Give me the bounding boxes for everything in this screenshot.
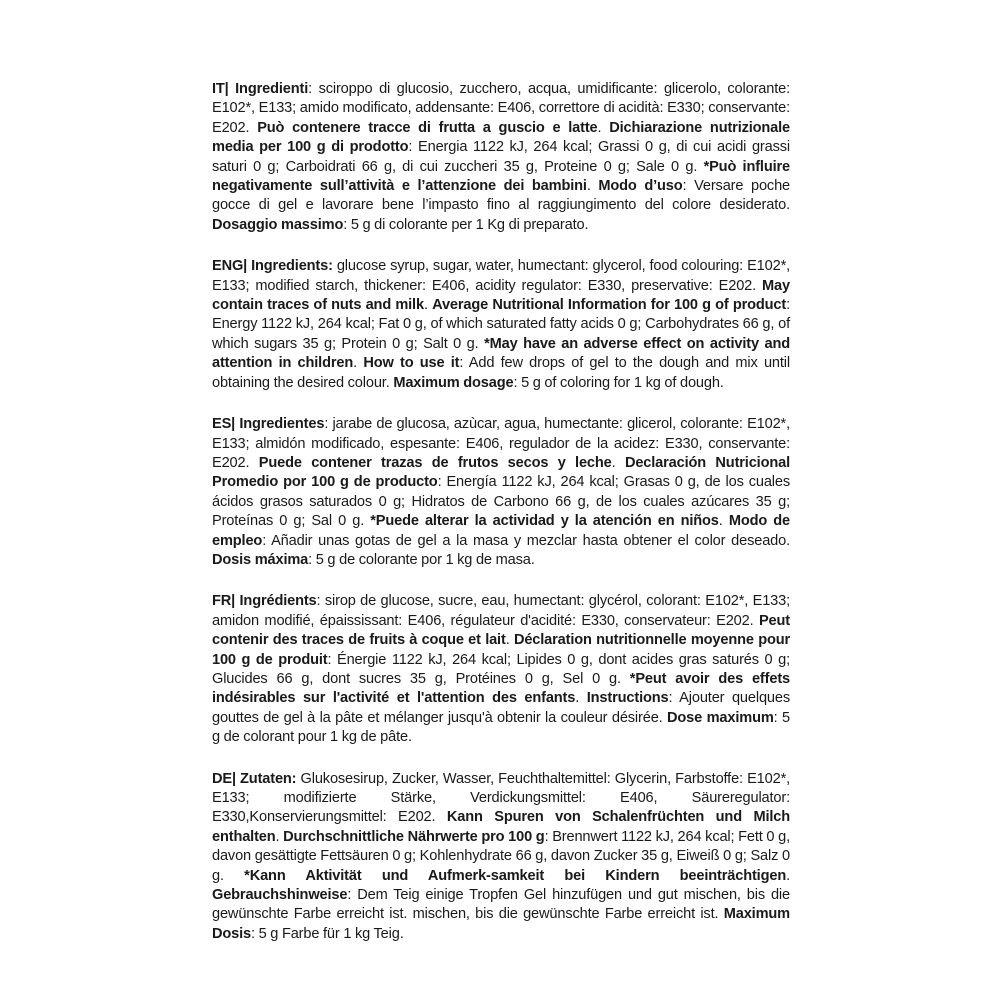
section-french [212, 592, 790, 747]
section-english [212, 257, 790, 393]
multilingual-label-text [212, 80, 790, 944]
section-spanish [212, 415, 790, 570]
ingredients-paragraph-eng: ENG| Ingredients: glucose syrup, sugar, water, humectant: glycerol, food colouring: E102*, E133; modified starch, thickener: E406, acidity regulator: E330, preservative: E202. May contain traces of nuts and milk. Average Nutritional Information for 100 g of product: Energy 1122 kJ, 264 kcal; Fat 0 g, of which saturated fatty acids 0 g; Carbohydrates 66 g, of which sugars 35 g; Protein 0 g; Salt 0 g. *May have an adverse effect on activity and attention in children. How to use it: Add few drops of gel to the dough and mix until obtaining the desired colour. Maximum dosage: 5 g of coloring for 1 kg of dough. [212, 258, 791, 391]
section-italian [212, 80, 790, 235]
ingredients-paragraph-de: DE| Zutaten: Glukosesirup, Zucker, Wasser, Feuchthaltemittel: Glycerin, Farbstoffe: E102*, E133; modifizierte Stärke, Verdickungsmittel: E406, Säureregulator: E330,Konservierungsmittel: E202. Kann Spuren von Schalenfrüchten und Milch enthalten. Durchschnittliche Nährwerte pro 100 g: Brennwert 1122 kJ, 264 kcal; Fett 0 g, davon gesättigte Fettsäuren 0 g; Kohlenhydrate 66 g, davon Zucker 35 g, Eiweiß 0 g; Salz 0 g. *Kann Aktivität und Aufmerk-samkeit bei Kindern beeinträchtigen. Gebrauchshinweise: Dem Teig einige Tropfen Gel hinzufügen und gut mischen, bis die gewünschte Farbe erreicht ist. mischen, bis die gewünschte Farbe erreicht ist. Maximum Dosis: 5 g Farbe für 1 kg Teig. [212, 770, 791, 942]
section-german [212, 770, 790, 945]
ingredients-paragraph-fr: FR| Ingrédients: sirop de glucose, sucre, eau, humectant: glycérol, colorant: E102*, E133; amidon modifié, épaississant: E406, régulateur d'acidité: E330, conservateur: E202. Peut contenir des traces de fruits à coque et lait. Déclaration nutritionnelle moyenne pour 100 g de produit: Énergie 1122 kJ, 264 kcal; Lipides 0 g, dont acides gras saturés 0 g; Glucides 66 g, dont sucres 35 g, Protéines 0 g, Sel 0 g. *Peut avoir des effets indésirables sur l'activité et l'attention des enfants. Instructions: Ajouter quelques gouttes de gel à la pâte et mélanger jusqu'à obtenir la couleur désirée. Dose maximum: 5 g de colorant pour 1 kg de pâte. [212, 593, 791, 746]
ingredients-paragraph-it: IT| Ingredienti: sciroppo di glucosio, zucchero, acqua, umidificante: glicerolo, colorante: E102*, E133; amido modificato, addensante: E406, correttore di acidità: E330; conservante: E202. Può contenere tracce di frutta a guscio e latte. Dichiarazione nutrizionale media per 100 g di prodotto: Energia 1122 kJ, 264 kcal; Grassi 0 g, di cui acidi grassi saturi 0 g; Carboidrati 66 g, di cui zuccheri 35 g, Proteine 0 g; Sale 0 g. *Può influire negativamente sull’attività e l’attenzione dei bambini. Modo d’uso: Versare poche gocce di gel e lavorare bene l’impasto fino al raggiungimento del colore desiderato. Dosaggio massimo: 5 g di colorante per 1 Kg di preparato. [212, 81, 791, 233]
ingredients-paragraph-es: ES| Ingredientes: jarabe de glucosa, azùcar, agua, humectante: glicerol, colorante: E102*, E133; almidón modificado, espesante: E406, regulador de la acidez: E330, conservante: E202. Puede contener trazas de frutos secos y leche. Declaración Nutricional Promedio por 100 g de producto: Energía 1122 kJ, 264 kcal; Grasas 0 g, de los cuales ácidos grasos saturados 0 g; Hidratos de Carbono 66 g, de los cuales azúcares 35 g; Proteínas 0 g; Sal 0 g. *Puede alterar la actividad y la atención en niños. Modo de empleo: Añadir unas gotas de gel a la masa y mezclar hasta obtener el color deseado. Dosis máxima: 5 g de colorante por 1 kg de masa. [212, 416, 790, 568]
